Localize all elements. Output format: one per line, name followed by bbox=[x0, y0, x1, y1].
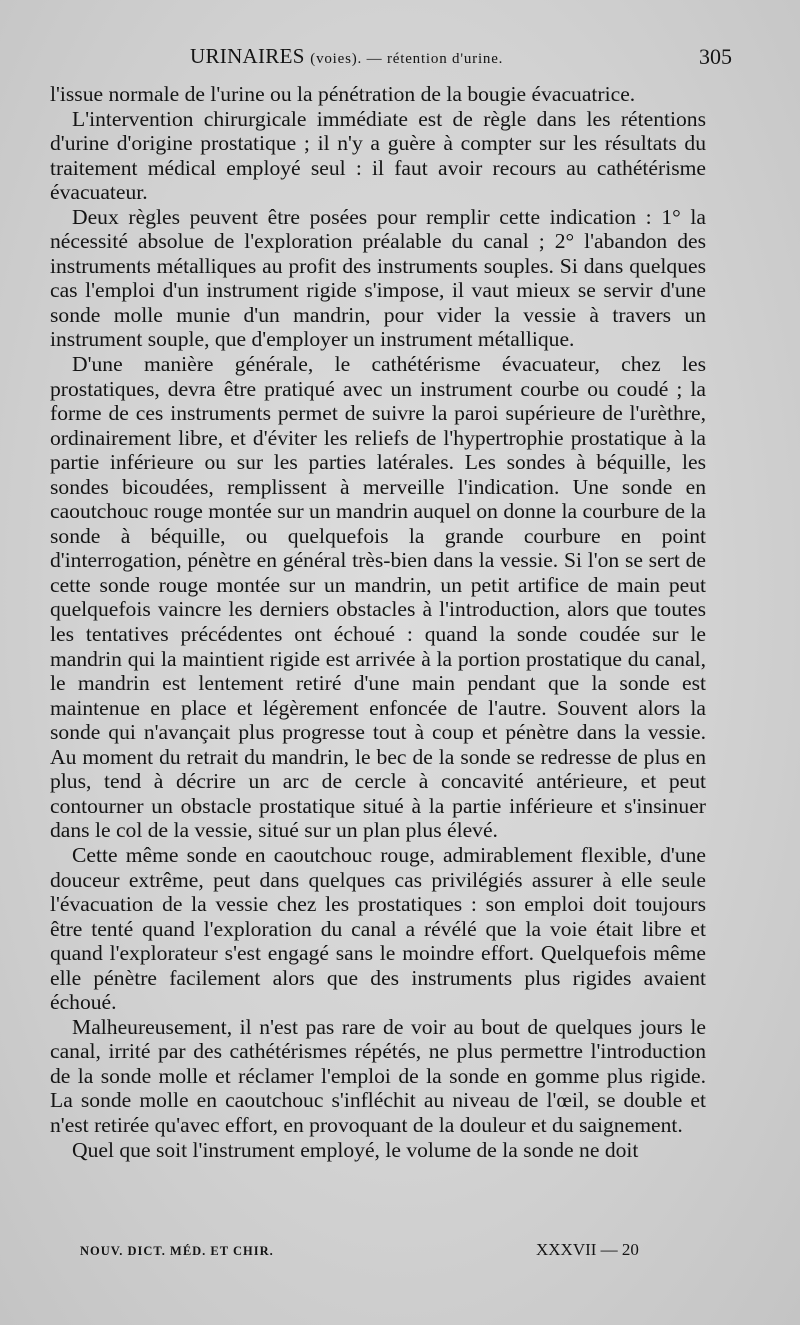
footer-publication: NOUV. DICT. MÉD. ET CHIR. bbox=[80, 1244, 274, 1258]
body-text bbox=[50, 82, 706, 1162]
paragraph: Malheureusement, il n'est pas rare de voir au bout de quelques jours le canal, irrité par des cathétérismes répétés, ne plus permettre l'introduction de la sonde molle et réclamer l'emploi de la sonde en gomme plus rigide. La sonde molle en caoutchouc s'infléchit au niveau de l'œil, se double et n'est retirée qu'avec effort, en provoquant de la douleur et du saignement. bbox=[50, 1014, 706, 1137]
running-title-sub: (voies). — rétention d'urine. bbox=[310, 51, 504, 67]
paragraph: Deux règles peuvent être posées pour remplir cette indication : 1° la nécessité absolue de l'exploration préalable du canal ; 2° l'abandon des instruments métalliques au profit des instruments souples. Si dans quelques cas l'emploi d'un instrument rigide s'impose, il vaut mieux se servir d'une sonde molle munie d'un mandrin, pour vider la vessie à travers un instrument souple, que d'employer un instrument métallique. bbox=[50, 204, 706, 352]
running-title bbox=[190, 44, 503, 69]
page-footer bbox=[80, 1240, 680, 1264]
paragraph: Cette même sonde en caoutchouc rouge, admirablement flexible, d'une douceur extrême, peut dans quelques cas privilégiés assurer à elle seule l'évacuation de la vessie chez les prostatiques : son emploi doit toujours être tenté quand l'exploration du canal a révélé que la voie était libre et quand l'explorateur s'est engagé sans le moindre effort. Quelquefois même elle pénètre facilement alors que des instruments plus rigides avaient échoué. bbox=[50, 842, 706, 1015]
paragraph: L'intervention chirurgicale immédiate est de règle dans les rétentions d'urine d'origine prostatique ; il n'y a guère à compter sur les résultats du traitement médical employé seul : il faut avoir recours au cathétérisme évacuateur. bbox=[50, 106, 706, 205]
paragraph: Quel que soit l'instrument employé, le volume de la sonde ne doit bbox=[72, 1137, 639, 1162]
page-header bbox=[50, 40, 732, 76]
page-number: 305 bbox=[699, 44, 732, 69]
running-title-main: URINAIRES bbox=[190, 44, 305, 68]
footer-signature: XXXVII — 20 bbox=[536, 1240, 639, 1259]
paragraph-continued: l'issue normale de l'urine ou la pénétration de la bougie évacuatrice. bbox=[50, 82, 636, 106]
paragraph: D'une manière générale, le cathétérisme évacuateur, chez les prostatiques, devra être pratiqué avec un instrument courbe ou coudé ; la forme de ces instruments permet de suivre la paroi supérieure de l'urèthre, ordinairement libre, et d'éviter les reliefs de l'hypertrophie prostatique à la partie inférieure ou sur les parties latérales. Les sondes à béquille, les sondes bicoudées, remplissent à merveille l'indication. Une sonde en caoutchouc rouge montée sur un mandrin auquel on donne la courbure de la sonde à béquille, ou quelquefois la grande courbure en point d'interrogation, pénètre en général très-bien dans la vessie. Si l'on se sert de cette sonde rouge montée sur un mandrin, un petit artifice de main peut quelquefois vaincre les derniers obstacles à l'introduction, alors que toutes les tentatives précédentes ont échoué : quand la sonde coudée sur le mandrin qui la maintient rigide est arrivée à la portion prostatique du canal, le mandrin est lentement retiré d'une main pendant que la sonde est maintenue en place et légèrement enfoncée de l'autre. Souvent alors la sonde qui n'avançait plus progresse tout à coup et pénètre dans la vessie. Au moment du retrait du mandrin, le bec de la sonde se redresse de plus en plus, tend à décrire un arc de cercle à concavité antérieure, et peut contourner un obstacle prostatique situé à la partie inférieure et s'insinuer dans le col de la vessie, situé sur un plan plus élevé. bbox=[50, 352, 706, 843]
